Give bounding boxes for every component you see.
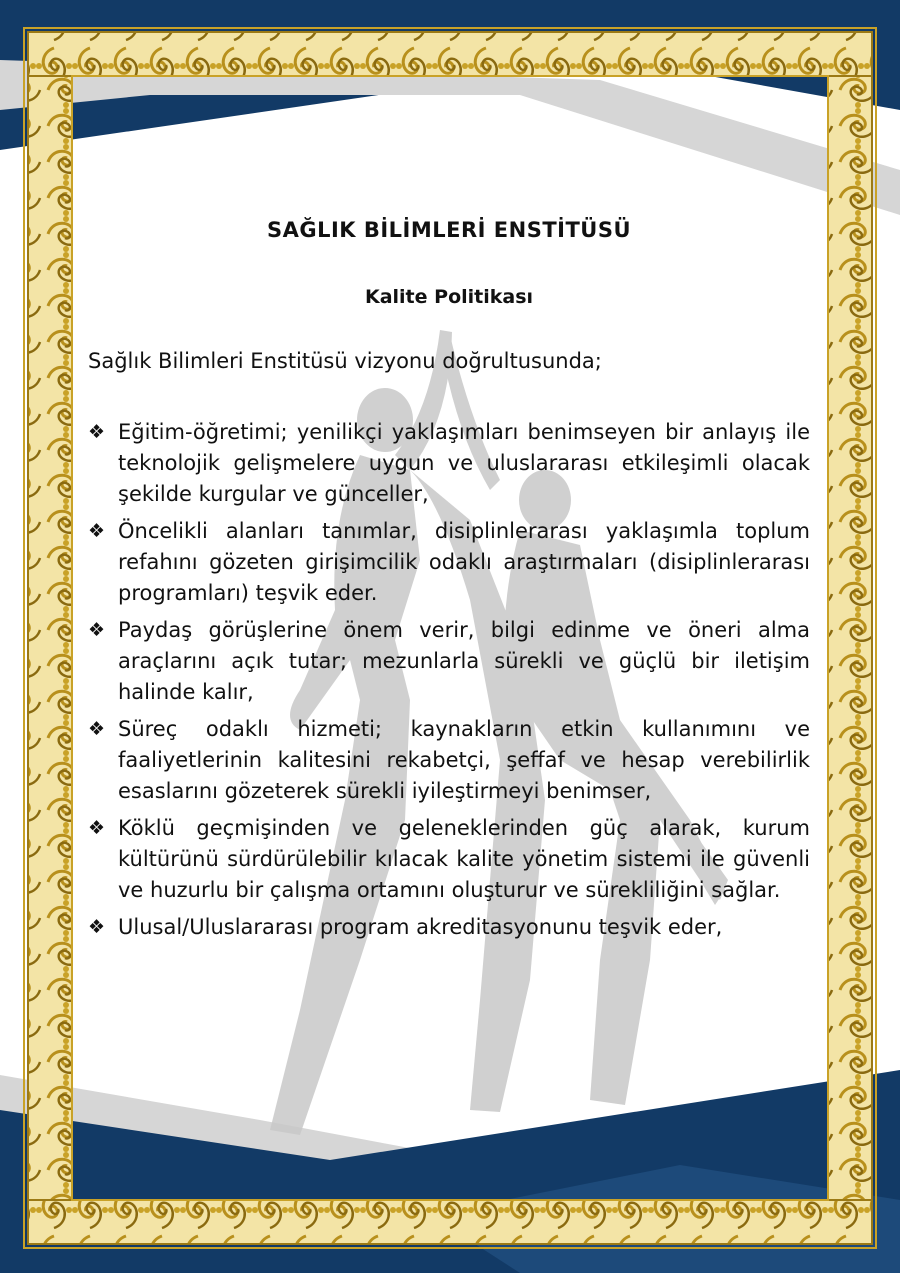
policy-list [88,417,810,943]
diamond-bullet-icon: ❖ [88,619,106,641]
diamond-bullet-icon: ❖ [88,520,106,542]
list-item [88,516,810,609]
diamond-bullet-icon: ❖ [88,916,106,938]
list-item [88,912,810,943]
list-item-text: Süreç odaklı hizmeti; kaynakların etkin kullanımını ve faaliyetlerinin kalitesini rekabetçi, şeffaf ve hesap verebilirlik esaslarını gözeterek sürekli iyileştirmeyi benimser, [118,717,810,803]
policy-subtitle: Kalite Politikası [364,286,534,308]
list-item-text: Paydaş görüşlerine önem verir, bilgi edinme ve öneri alma araçlarını açık tutar; mezunlarla sürekli ve güçlü bir iletişim halinde kalır, [118,618,810,704]
list-item [88,615,810,708]
diamond-bullet-icon: ❖ [88,421,106,443]
diamond-bullet-icon: ❖ [88,817,106,839]
diamond-bullet-icon: ❖ [88,718,106,740]
list-item-text: Öncelikli alanları tanımlar, disiplinlerarası yaklaşımla toplum refahını gözeten girişimcilik odaklı araştırmaları (disiplinlerarası programları) teşvik eder. [118,519,810,605]
intro-text: Sağlık Bilimleri Enstitüsü vizyonu doğrultusunda; [88,349,602,373]
list-item-text: Köklü geçmişinden ve geleneklerinden güç alarak, kurum kültürünü sürdürülebilir kılacak kalite yönetim sistemi ile güvenli ve huzurlu bir çalışma ortamını oluşturur ve sürekliliğini sağlar. [118,816,810,902]
institute-title: SAĞLIK BİLİMLERİ ENSTİTÜSÜ [266,218,632,242]
list-item [88,714,810,807]
list-item [88,813,810,906]
list-item-text: Eğitim-öğretimi; yenilikçi yaklaşımları benimseyen bir anlayış ile teknolojik gelişmelere uygun ve uluslararası etkileşimli olacak şekilde kurgular ve günceller, [118,420,810,506]
policy-content [88,218,810,949]
list-item [88,417,810,510]
list-item-text: Ulusal/Uluslararası program akreditasyonunu teşvik eder, [118,915,723,939]
